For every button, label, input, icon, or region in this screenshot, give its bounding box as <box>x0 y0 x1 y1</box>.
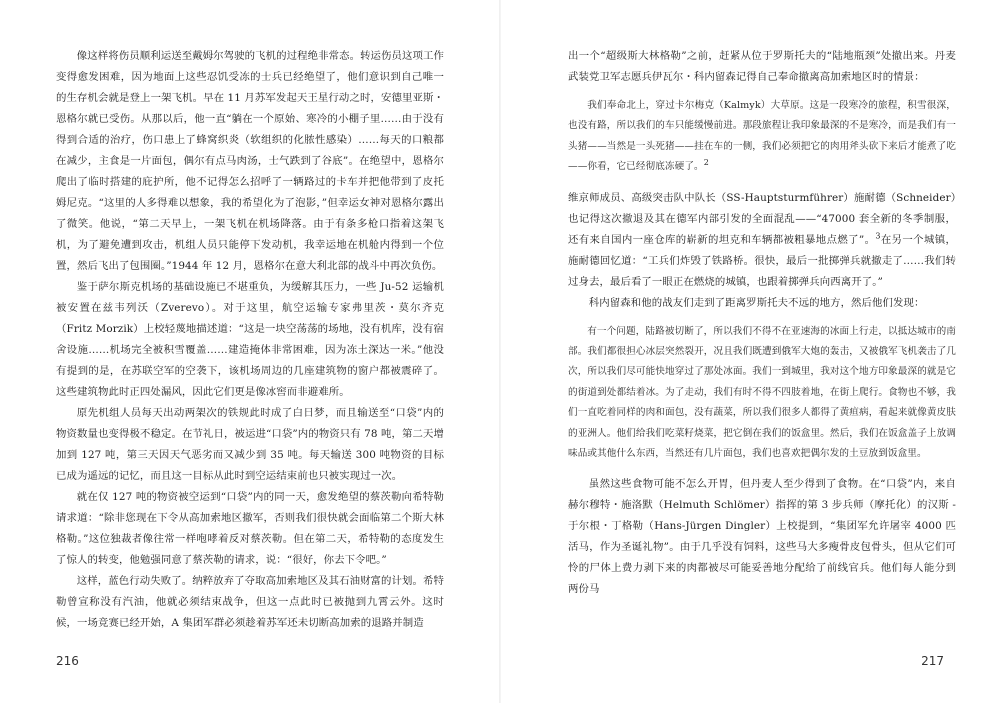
paragraph: 虽然这些食物可能不怎么开胃，但丹麦人至少得到了食物。在“口袋”内，来自赫尔穆特・施洛默（Helmuth Schlömer）指挥的第 3 步兵师（摩托化）的汉斯 - 于尔根・丁格勒（Hans-Jürgen Dingler）上校提到，“集团军允许屠宰 4000 匹活马，作为圣诞礼物”。由于几乎没有饲料，这些马大多瘦骨皮包骨头，但从它们可怜的尸体上费力剥下来的肉都被尽可能妥善地分配给了前线官兵。他们每人能分到两份马 <box>568 478 956 596</box>
right-page-text <box>568 46 956 600</box>
footnote-marker: 2 <box>703 158 709 168</box>
paragraph: 科内留森和他的战友们走到了距离罗斯托夫不远的地方，然后他们发现： <box>588 296 925 309</box>
left-page-text <box>56 46 444 634</box>
right-page <box>500 0 1000 703</box>
paragraph-text: 在另一个城镇，施耐德回忆道：“工兵们炸毁了铁路桥。很快，最后一批掷弹兵就撤走了……我们转过身去，最后看了一眼正在燃烧的城镇，也跟着掷弹兵向西离开了。” <box>568 233 956 288</box>
page-number: 216 <box>56 654 79 668</box>
page-number: 217 <box>921 654 944 668</box>
paragraph: 原先机组人员每天出动两架次的铁规此时成了白日梦，而且输送至“口袋”内的物资数量也变得极不稳定。在节礼日，被运进“口袋”内的物资只有 78 吨，第二天增加到 127 吨，第三天因天气恶劣而又减少到 35 吨。每天输送 300 吨物资的目标已成为遥远的记忆，而且这一目标从此时到空运结束前也只被实现过一次。 <box>56 407 444 482</box>
block-quote <box>568 96 956 178</box>
block-quote: 有一个问题，陆路被切断了，所以我们不得不在亚速海的冰面上行走，以抵达城市的南部。我们都很担心冰层突然裂开，况且我们既遭到俄军大炮的轰击，又被俄军飞机袭击了几次，所以我们尽可能快地穿过了那处冰面。我们一到城里，我对这个地方印象最深的就是它的街道到处都结着冰。为了走动，我们有时不得不四肢着地，在街上爬行。食物也不够，我们一直吃着同样的肉和面包，没有蔬菜，所以我们很多人都得了黄疸病，看起来就像黄皮肤的亚洲人。他们给我们吃菜籽烧菜，把它倒在我们的饭盒里。然后，我们在饭盒盖子上放调味品或其他什么东西，当然还有几片面包，我们也喜欢把偶尔发的土豆放到饭盒里。 <box>568 325 956 460</box>
footnote-marker: 3 <box>875 231 881 241</box>
paragraph: 出一个“超级斯大林格勒”之前，赶紧从位于罗斯托夫的“陆地瓶颈”处撤出来。丹麦武装党卫军志愿兵伊瓦尔・科内留森记得自己奉命撤离高加索地区时的情景： <box>568 50 956 83</box>
paragraph: 这样，蓝色行动失败了。纳粹放弃了夺取高加索地区及其石油财富的计划。希特勒曾宣称没有汽油，他就必须结束战争，但这一点此时已被抛到九霄云外。这时候，一场竞赛已经开始，A 集团军群必须趁着苏军还未切断高加索的退路并制造 <box>56 575 444 629</box>
paragraph-text: 维京师成员、高级突击队中队长（SS-Hauptsturmführer）施耐德（Schneider）也记得这次撤退及其在德军内部引发的全面混乱——“47000 套全新的冬季制服，还有来自国内一座仓库的崭新的坦克和车辆都被粗暴地点燃了”。 <box>568 191 956 246</box>
quote-text: 我们奉命北上，穿过卡尔梅克（Kalmyk）大草原。这是一段寒冷的旅程，积雪很深，也没有路，所以我们的车只能缓慢前进。那段旅程让我印象最深的不是寒冷，而是我们有一头猪——当然是一头死猪——挂在车的一侧，我们必须把它的肉用斧头砍下来后才能煮了吃——你看，它已经彻底冻硬了。 <box>568 100 956 173</box>
paragraph: 像这样将伤员顺利运送至戴姆尔驾驶的飞机的过程绝非常态。转运伤员这项工作变得愈发困难，因为地面上这些忍饥受冻的士兵已经绝望了，他们意识到自己唯一的生存机会就是登上一架飞机。早在 11 月苏军发起天王星行动之时，安德里亚斯・恩格尔就已受伤。从那以后，他一直“躺在一个原始、寒冷的小棚子里……由于没有得到合适的治疗，伤口患上了蜂窝织炎（软组织的化脓性感染）……每天的口粮都在减少，主食是一片面包，偶尔有点马肉汤，士气跌到了谷底”。在绝望中，恩格尔爬出了临时搭建的庇护所，他不记得怎么招呼了一辆路过的卡车并把他带到了皮托姆尼克。“这里的人多得难以想象，我的希望化为了泡影，”但幸运女神对恩格尔露出了微笑。他说，“第二天早上，一架飞机在机场降落。由于有条多枪口指着这架飞机，为了避免遭到攻击，机组人员只能停下发动机，我幸运地在机舱内得到一个位置，然后飞出了包围圈。”1944 年 12 月，恩格尔在意大利北部的战斗中再次负伤。 <box>56 50 444 272</box>
paragraph: 鉴于萨尔斯克机场的基础设施已不堪重负，为缓解其压力，一些 Ju-52 运输机被安置在兹韦列沃（Zverevo）。对于这里，航空运输专家弗里茨・莫尔齐克（Fritz Morzik）上校轻蔑地描述道：“这是一块空荡荡的场地，没有机库，没有宿舍设施……机场完全被积雪覆盖……建造掩体非常困难，因为冻土深达一米。”他没有提到的是，在苏联空军的空袭下，该机场周边的几座建筑物的窗户都被震碎了。这些建筑物此时正四处漏风，因此它们更是像冰窖而非避难所。 <box>56 281 444 398</box>
paragraph: 就在仅 127 吨的物资被空运到“口袋”内的同一天，愈发绝望的蔡茨勒向希特勒请求道：“除非您现在下令从高加索地区撤军，否则我们很快就会面临第二个斯大林格勒。”这位独裁者像往常一样咆哮着反对蔡茨勒。但在第二天，希特勒的态度发生了惊人的转变，他勉强同意了蔡茨勒的请求，说：“很好，你去下令吧。” <box>56 491 444 566</box>
paragraph <box>568 188 956 293</box>
